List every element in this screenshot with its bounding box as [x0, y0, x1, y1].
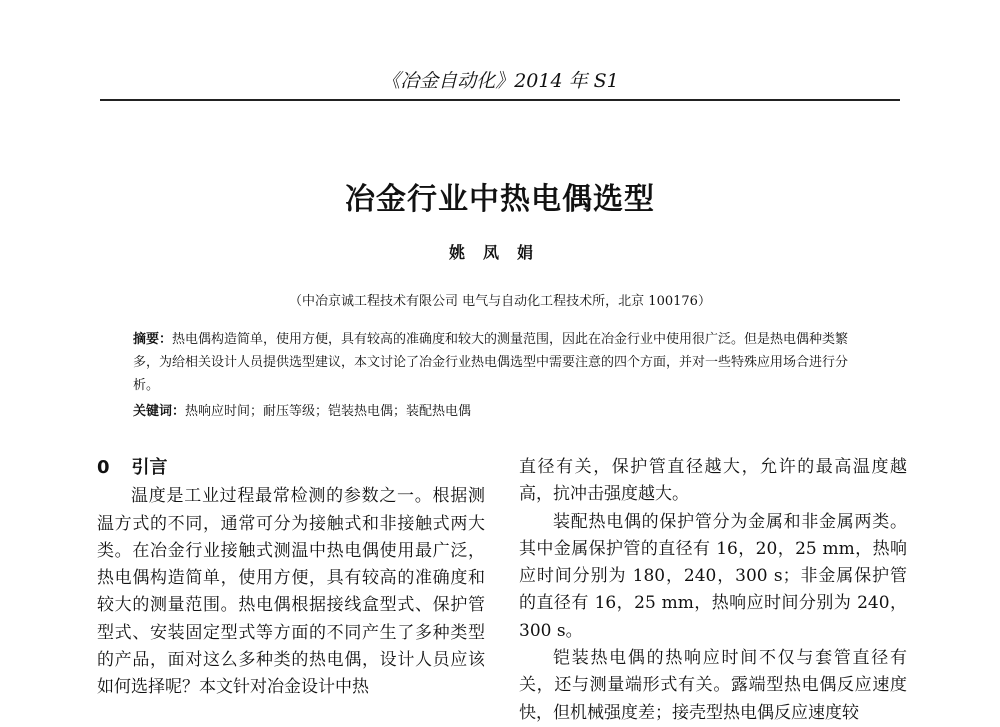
- keywords: [133, 400, 471, 419]
- paper-title: 冶金行业中热电偶选型: [345, 182, 655, 217]
- section-heading: [97, 454, 485, 481]
- right-column: [519, 454, 907, 727]
- keywords-label: 关键词：: [133, 404, 186, 419]
- intro-paragraph: 温度是工业过程最常检测的参数之一。根据测温方式的不同，通常可分为接触式和非接触式两大类。在冶金行业接触式测温中热电偶使用最广泛，热电偶构造简单，使用方便，具有较高的准确度和较大的测量范围。热电偶根据接线盒型式、保护管型式、安装固定型式等方面的不同产生了多种类型的产品，面对这么多种类的热电偶，设计人员应该如何选择呢？本文针对冶金设计中热: [97, 486, 485, 698]
- abstract-text: 热电偶构造简单，使用方便，具有较高的准确度和较大的测量范围，因此在冶金行业中使用很广泛。但是热电偶种类繁多，为给相关设计人员提供选型建议，本文讨论了冶金行业热电偶选型中需要注意的四个方面，并对一些特殊应用场合进行分析。: [133, 332, 849, 393]
- affiliation: （中冶京诚工程技术有限公司 电气与自动化工程技术所，北京 100176）: [289, 294, 711, 309]
- section-number: 0: [97, 457, 110, 478]
- journal-header: 《冶金自动化》2014 年 S1: [381, 70, 619, 92]
- paragraph-armored-thermocouple: 铠装热电偶的热响应时间不仅与套管直径有关，还与测量端形式有关。露端型热电偶反应速度快，但机械强度差；接壳型热电偶反应速度较: [519, 648, 907, 723]
- paragraph-assembled-thermocouple: 装配热电偶的保护管分为金属和非金属两类。其中金属保护管的直径有 16，20，25 mm，热响应时间分别为 180，240，300 s；非金属保护管的直径有 16，25 mm，热响应时间分别为 240，300 s。: [519, 511, 907, 641]
- author: 姚凤娟: [448, 243, 551, 262]
- header-rule: [100, 99, 900, 101]
- left-column: [97, 454, 485, 702]
- abstract: [133, 328, 873, 397]
- paragraph-continued: 直径有关，保护管直径越大，允许的最高温度越高，抗冲击强度越大。: [519, 457, 907, 505]
- keywords-text: 热响应时间；耐压等级；铠装热电偶；装配热电偶: [185, 404, 472, 419]
- abstract-label: 摘要：: [133, 332, 173, 347]
- section-title: 引言: [131, 457, 168, 478]
